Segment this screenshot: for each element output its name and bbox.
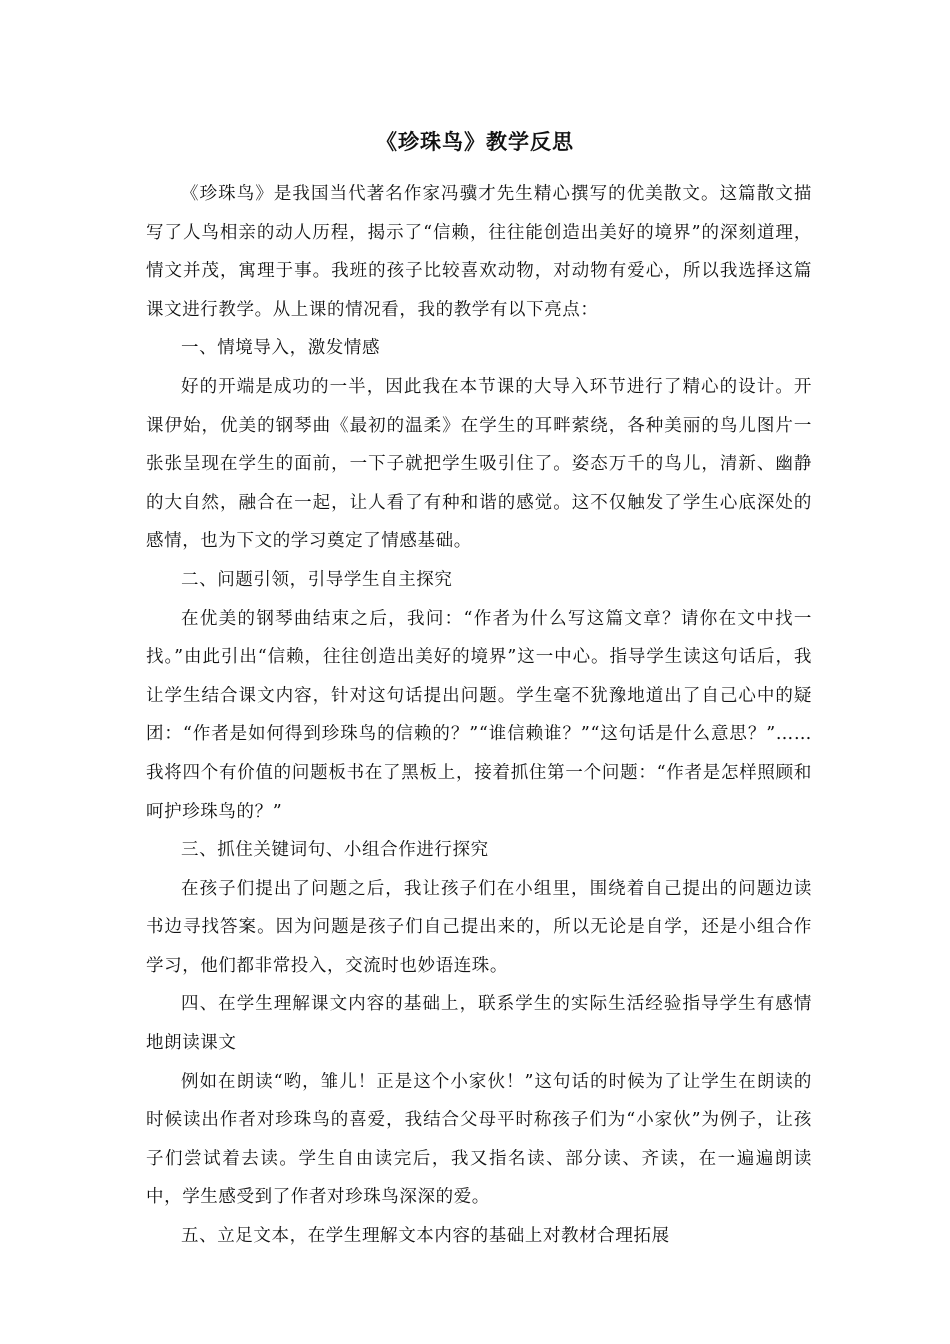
section-paragraph-3: 在孩子们提出了问题之后，我让孩子们在小组里，围绕着自己提出的问题边读书边寻找答案。因为问题是孩子们自己提出来的，所以无论是自学，还是小组合作学习，他们都非常投入，交流时也妙语连珠。 bbox=[146, 878, 812, 976]
section-paragraph-2: 在优美的钢琴曲结束之后，我问：“作者为什么写这篇文章？请你在文中找一找。”由此引出“信赖，往往创造出美好的境界”这一中心。指导学生读这句话后，我让学生结合课文内容，针对这句话提出问题。学生毫不犹豫地道出了自己心中的疑团：“作者是如何得到珍珠鸟的信赖的？”“谁信赖谁？”“这句话是什么意思？”……我将四个有价值的问题板书在了黑板上，接着抓住第一个问题：“作者是怎样照顾和呵护珍珠鸟的？” bbox=[146, 608, 812, 822]
section-heading-3: 三、抓住关键词句、小组合作进行探究 bbox=[181, 840, 489, 861]
section-heading-1: 一、情境导入，激发情感 bbox=[181, 338, 381, 359]
section-paragraph-4: 例如在朗读“哟，雏儿！正是这个小家伙！”这句话的时候为了让学生在朗读的时候读出作者对珍珠鸟的喜爱，我结合父母平时称孩子们为“小家伙”为例子，让孩子们尝试着去读。学生自由读完后，我又指名读、部分读、齐读，在一遍遍朗读中，学生感受到了作者对珍珠鸟深深的爱。 bbox=[146, 1071, 812, 1208]
document-title: 《珍珠鸟》教学反思 bbox=[376, 129, 574, 154]
section-heading-5: 五、立足文本，在学生理解文本内容的基础上对教材合理拓展 bbox=[181, 1226, 670, 1247]
section-heading-4: 四、在学生理解课文内容的基础上，联系学生的实际生活经验指导学生有感情地朗读课文 bbox=[146, 994, 812, 1054]
section-heading-2: 二、问题引领，引导学生自主探究 bbox=[181, 569, 453, 590]
section-paragraph-1: 好的开端是成功的一半，因此我在本节课的大导入环节进行了精心的设计。开课伊始，优美的钢琴曲《最初的温柔》在学生的耳畔萦绕，各种美丽的鸟儿图片一张张呈现在学生的面前，一下子就把学生吸引住了。姿态万千的鸟儿，清新、幽静的大自然，融合在一起，让人看了有种和谐的感觉。这不仅触发了学生心底深处的感情，也为下文的学习奠定了情感基础。 bbox=[146, 376, 812, 552]
intro-paragraph: 《珍珠鸟》是我国当代著名作家冯骥才先生精心撰写的优美散文。这篇散文描写了人鸟相亲的动人历程，揭示了“信赖，往往能创造出美好的境界”的深刻道理，情文并茂，寓理于事。我班的孩子比较喜欢动物，对动物有爱心，所以我选择这篇课文进行教学。从上课的情况看，我的教学有以下亮点： bbox=[146, 184, 812, 320]
document-body bbox=[146, 175, 812, 1256]
